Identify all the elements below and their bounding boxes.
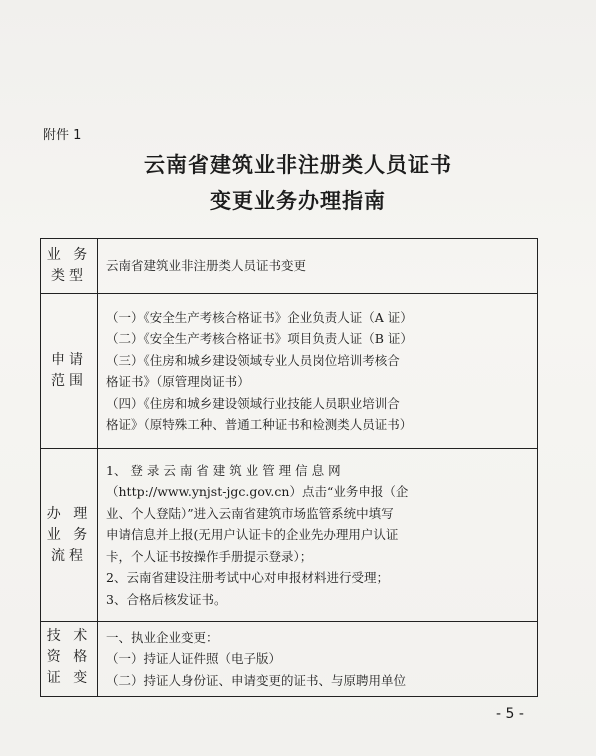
label-line: 流程 <box>51 547 87 564</box>
content-line: （一）《安全生产考核合格证书》企业负责人证（A 证） <box>106 309 413 325</box>
application-scope-label <box>41 294 98 449</box>
content-line: 格证》（原特殊工种、普通工种证书和检测类人员证书） <box>106 417 413 432</box>
label-line: 办 理 <box>46 505 92 522</box>
guide-table <box>40 238 538 697</box>
label-line: 证 变 <box>46 670 92 686</box>
label-line: 类型 <box>51 268 87 284</box>
table-row-application-scope <box>41 294 538 449</box>
content-line: 1、 登 录 云 南 省 建 筑 业 管 理 信 息 网 <box>106 462 341 478</box>
content-line: 卡，个人证书按操作手册提示登录）； <box>106 548 313 564</box>
content-line: 一、执业企业变更： <box>106 629 219 645</box>
page-number: - 5 - <box>496 706 524 722</box>
label-line: 业 务 <box>46 526 92 543</box>
table-row-tech-certificate-change <box>41 622 538 697</box>
content-line: （四）《住房和城乡建设领域行业技能人员职业培训合 <box>106 395 400 411</box>
label-line: 技 术 <box>46 628 92 644</box>
website-link-line: （http://www.ynjst-jgc.gov.cn）点击“业务申报（企 <box>106 484 409 500</box>
content-line: 业、个人登陆）”进入云南省建筑市场监管系统中填写 <box>106 505 394 521</box>
table-row-process <box>41 449 538 622</box>
tech-certificate-change-content <box>98 622 538 697</box>
table-row-business-type <box>41 239 538 294</box>
content-line: （三）《住房和城乡建设领域专业人员岗位培训考核合 <box>106 352 400 368</box>
label-line: 申请 <box>51 352 87 368</box>
attachment-label: 附件 1 <box>43 128 82 143</box>
content-line: （一）持证人证件照（电子版） <box>106 651 282 667</box>
content-line: （二）持证人身份证、申请变更的证书、与原聘用单位 <box>106 672 407 688</box>
label-line: 范围 <box>51 373 87 389</box>
process-label <box>41 449 98 622</box>
application-scope-content <box>98 294 538 449</box>
label-line: 资 格 <box>46 649 92 665</box>
business-type-label <box>41 239 98 294</box>
content-line: 格证书》（原管理岗证书） <box>106 374 250 389</box>
content-line: （二）《安全生产考核合格证书》项目负责人证（B 证） <box>106 331 413 346</box>
content-line: 3、合格后核发证书。 <box>106 591 227 607</box>
content-line: 2、云南省建设注册考试中心对申报材料进行受理； <box>106 570 389 586</box>
business-type-value <box>98 239 538 294</box>
content-line: 云南省建筑业非注册类人员证书变更 <box>106 258 307 274</box>
label-line: 业 务 <box>46 247 92 263</box>
process-content <box>98 449 538 622</box>
document-title-line-2: 变更业务办理指南 <box>210 188 386 213</box>
document-title-line-1: 云南省建筑业非注册类人员证书 <box>144 152 452 177</box>
tech-certificate-change-label <box>41 622 98 697</box>
content-line: 申请信息并上报(无用户认证卡的企业先办理用户认证 <box>106 527 399 543</box>
